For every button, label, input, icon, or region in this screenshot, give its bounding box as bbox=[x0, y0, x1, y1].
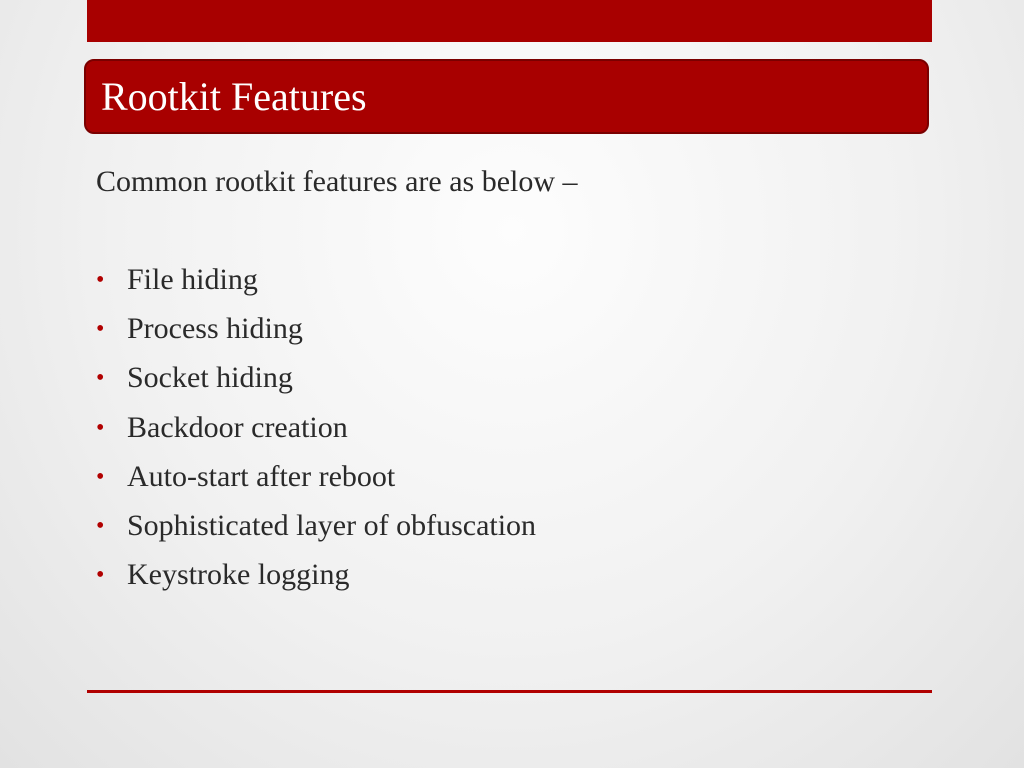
list-item bbox=[96, 509, 536, 558]
top-accent-bar bbox=[87, 0, 932, 42]
bullet-icon: • bbox=[96, 562, 105, 589]
bullet-icon: • bbox=[96, 512, 105, 539]
list-item-label: Auto-start after reboot bbox=[127, 459, 396, 493]
bottom-divider bbox=[87, 690, 932, 693]
list-item-label: Sophisticated layer of obfuscation bbox=[127, 508, 537, 542]
list-item bbox=[96, 411, 536, 460]
bullet-icon: • bbox=[96, 365, 105, 392]
slide-title: Rootkit Features bbox=[101, 73, 367, 119]
bullet-icon: • bbox=[96, 414, 105, 441]
list-item-label: Keystroke logging bbox=[127, 558, 350, 592]
list-item-label: Socket hiding bbox=[127, 361, 293, 395]
title-banner bbox=[84, 59, 929, 134]
list-item bbox=[96, 361, 536, 410]
feature-list bbox=[96, 263, 536, 607]
list-item-label: File hiding bbox=[127, 263, 258, 296]
list-item bbox=[96, 558, 536, 607]
bullet-icon: • bbox=[96, 267, 105, 293]
list-item-label: Backdoor creation bbox=[127, 410, 348, 444]
list-item-label: Process hiding bbox=[127, 312, 303, 346]
bullet-icon: • bbox=[96, 316, 105, 343]
list-item bbox=[96, 460, 536, 509]
list-item bbox=[96, 263, 536, 312]
intro-text: Common rootkit features are as below – bbox=[96, 165, 578, 198]
list-item bbox=[96, 312, 536, 361]
bullet-icon: • bbox=[96, 463, 105, 490]
